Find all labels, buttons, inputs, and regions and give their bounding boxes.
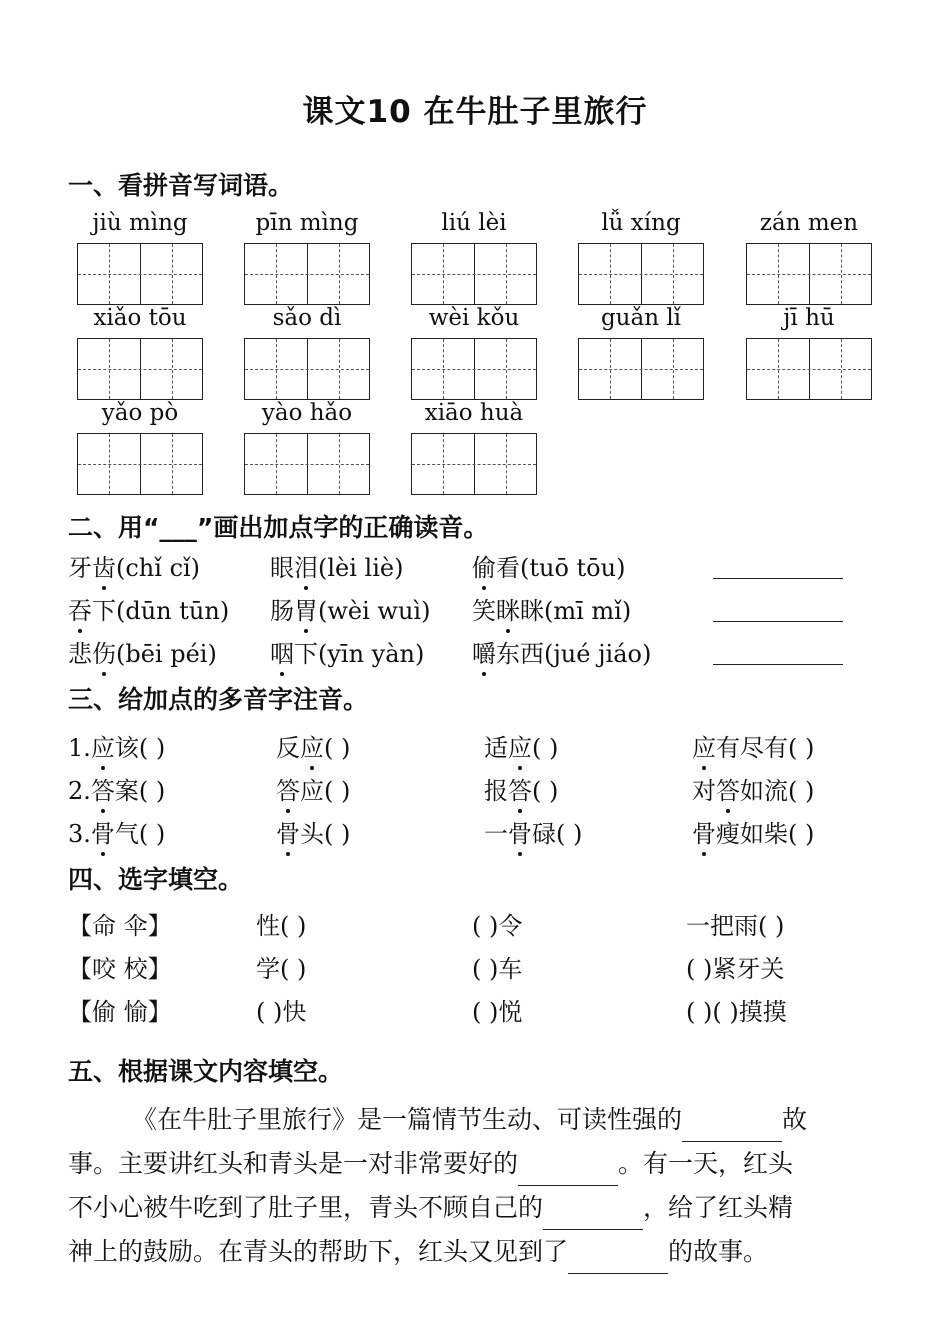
pronunciation-item: 笑眯眯(mī mǐ) xyxy=(472,597,631,625)
pinyin-label: yào hǎo xyxy=(261,400,353,426)
dotted-char: 眯 xyxy=(496,591,520,626)
pronunciation-item: 吞下(dūn tūn) xyxy=(68,597,229,625)
dotted-char: 骨 xyxy=(508,814,532,849)
writing-box[interactable] xyxy=(746,338,872,400)
polyphone-item: 反应( ) xyxy=(276,734,350,762)
dotted-char: 应 xyxy=(91,728,115,763)
pinyin-label: jiù mìng xyxy=(92,210,188,236)
pronunciation-item: 牙齿(chǐ cǐ) xyxy=(68,554,200,582)
pronunciation-item: 肠胃(wèi wuì) xyxy=(270,597,430,625)
dotted-char: 吞 xyxy=(68,591,92,626)
blank-4[interactable] xyxy=(568,1230,668,1274)
fill-item: 一把雨( ) xyxy=(686,912,785,940)
section-5-heading: 五、根据课文内容填空。 xyxy=(68,1057,344,1086)
blank-3[interactable] xyxy=(543,1186,643,1230)
pinyin-label: xiǎo tōu xyxy=(93,305,187,331)
writing-box[interactable] xyxy=(77,338,203,400)
fill-item: ( )快 xyxy=(256,998,307,1026)
dotted-char: 咽 xyxy=(270,634,294,669)
polyphone-item: 适应( ) xyxy=(484,734,558,762)
pinyin-label: pīn mìng xyxy=(255,210,359,236)
char-choice-pair: 【命 伞】 xyxy=(68,912,172,940)
story-line-1-end: 故 xyxy=(782,1105,808,1134)
pronunciation-item: 悲伤(bēi péi) xyxy=(68,640,217,668)
polyphone-item: 应有尽有( ) xyxy=(692,734,814,762)
dotted-char: 应 xyxy=(692,728,716,763)
answer-line[interactable] xyxy=(713,578,843,579)
story-line-3-text: 不小心被牛吃到了肚子里，青头不顾自己的 xyxy=(68,1193,544,1222)
polyphone-item: 答应( ) xyxy=(276,777,350,805)
dotted-char: 偷 xyxy=(472,548,496,583)
dotted-char: 答 xyxy=(276,771,300,806)
polyphone-item: 1.应该( ) xyxy=(68,734,165,762)
writing-box[interactable] xyxy=(244,243,370,305)
pinyin-label: jī hū xyxy=(783,305,835,331)
fill-item: ( )车 xyxy=(472,955,523,983)
dotted-char: 骨 xyxy=(692,814,716,849)
section-3-heading: 三、给加点的多音字注音。 xyxy=(68,685,369,714)
dotted-char: 应 xyxy=(508,728,532,763)
writing-box[interactable] xyxy=(244,433,370,495)
answer-line[interactable] xyxy=(713,621,843,622)
dotted-char: 应 xyxy=(300,728,324,763)
polyphone-item: 骨瘦如柴( ) xyxy=(692,820,814,848)
dotted-char: 齿 xyxy=(92,548,116,583)
pinyin-label: wèi kǒu xyxy=(428,305,520,331)
pinyin-label: zán men xyxy=(759,210,859,236)
writing-box[interactable] xyxy=(77,243,203,305)
pinyin-label: guǎn lǐ xyxy=(600,305,682,331)
page-title: 课文10 在牛肚子里旅行 xyxy=(302,94,648,130)
polyphone-item: 报答( ) xyxy=(484,777,558,805)
writing-box[interactable] xyxy=(411,433,537,495)
story-line-2-text: 事。主要讲红头和青头是一对非常要好的 xyxy=(68,1149,519,1178)
writing-box[interactable] xyxy=(77,433,203,495)
char-choice-pair: 【咬 校】 xyxy=(68,955,172,983)
pinyin-label: yǎo pò xyxy=(101,400,179,426)
polyphone-item: 骨头( ) xyxy=(276,820,350,848)
pinyin-label: liú lèi xyxy=(441,210,507,236)
fill-item: ( )悦 xyxy=(472,998,523,1026)
fill-item: 学( ) xyxy=(256,955,307,983)
writing-box[interactable] xyxy=(411,243,537,305)
answer-line[interactable] xyxy=(713,664,843,665)
story-line-3-end: ，给了红头精 xyxy=(643,1193,794,1222)
polyphone-item: 2.答案( ) xyxy=(68,777,165,805)
dotted-char: 骨 xyxy=(91,814,115,849)
story-line-1-text: 《在牛肚子里旅行》是一篇情节生动、可读性强的 xyxy=(132,1105,683,1134)
story-line-2-end: 。有一天，红头 xyxy=(618,1149,794,1178)
pronunciation-item: 嚼东西(jué jiáo) xyxy=(472,640,651,668)
dotted-char: 泪 xyxy=(294,548,318,583)
writing-box[interactable] xyxy=(244,338,370,400)
story-line-4-text: 神上的鼓励。在青头的帮助下，红头又见到了 xyxy=(68,1237,569,1266)
dotted-char: 嚼 xyxy=(472,634,496,669)
char-choice-pair: 【偷 愉】 xyxy=(68,998,172,1026)
dotted-char: 答 xyxy=(716,771,740,806)
writing-box[interactable] xyxy=(578,243,704,305)
dotted-char: 伤 xyxy=(92,634,116,669)
polyphone-item: 3.骨气( ) xyxy=(68,820,165,848)
pronunciation-item: 眼泪(lèi liè) xyxy=(270,554,403,582)
pinyin-label: lǚ xíng xyxy=(601,210,681,236)
dotted-char: 答 xyxy=(508,771,532,806)
section-4-heading: 四、选字填空。 xyxy=(68,865,244,894)
story-paragraph xyxy=(68,1098,888,1274)
pronunciation-item: 偷看(tuō tōu) xyxy=(472,554,625,582)
blank-2[interactable] xyxy=(518,1142,618,1186)
pronunciation-item: 咽下(yīn yàn) xyxy=(270,640,424,668)
writing-box[interactable] xyxy=(411,338,537,400)
section-2-heading: 二、用“___”画出加点字的正确读音。 xyxy=(68,513,489,542)
fill-item: ( )紧牙关 xyxy=(686,955,785,983)
fill-item: ( )令 xyxy=(472,912,523,940)
writing-box[interactable] xyxy=(746,243,872,305)
section-1-heading: 一、看拼音写词语。 xyxy=(68,171,294,200)
fill-item: 性( ) xyxy=(256,912,307,940)
dotted-char: 答 xyxy=(91,771,115,806)
dotted-char: 胃 xyxy=(294,591,318,626)
polyphone-item: 一骨碌( ) xyxy=(484,820,582,848)
story-line-4-end: 的故事。 xyxy=(668,1237,769,1266)
dotted-char: 骨 xyxy=(276,814,300,849)
pinyin-label: xiāo huà xyxy=(424,400,524,426)
writing-box[interactable] xyxy=(578,338,704,400)
polyphone-item: 对答如流( ) xyxy=(692,777,814,805)
blank-1[interactable] xyxy=(682,1098,782,1142)
pinyin-label: sǎo dì xyxy=(272,305,342,331)
fill-item: ( )( )摸摸 xyxy=(686,998,787,1026)
